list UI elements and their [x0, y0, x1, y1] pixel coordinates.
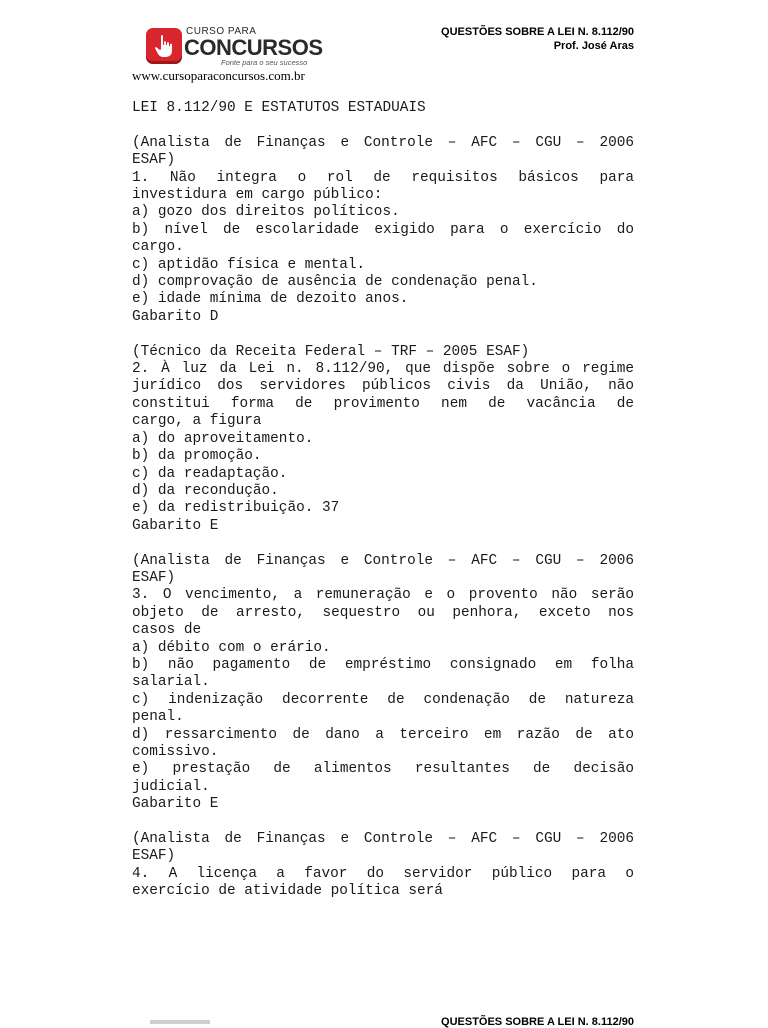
question-stem: 1. Não integra o rol de requisitos básicos para [132, 169, 634, 186]
answer-option: d) ressarcimento de dano a terceiro em razão de ato [132, 726, 634, 743]
question-stem: investidura em cargo público: [132, 187, 383, 204]
answer-option: e) da redistribuição. 37 [132, 500, 340, 517]
question-source: ESAF) [132, 848, 176, 865]
question-source: (Analista de Finanças e Controle – AFC – CGU – 2006 [132, 134, 634, 151]
brand-logo [146, 26, 323, 68]
question-stem: objeto de arresto, sequestro ou penhora, exceto nos [132, 604, 634, 621]
question-source: (Técnico da Receita Federal – TRF – 2005 ESAF) [132, 343, 530, 360]
answer-option: judicial. [132, 778, 210, 795]
answer-option: b) nível de escolaridade exigido para o exercício do [132, 221, 634, 238]
answer-option: d) comprovação de ausência de condenação penal. [132, 274, 538, 291]
question-stem: cargo, a figura [132, 413, 262, 430]
document-body [132, 100, 634, 901]
answer-key: Gabarito D [132, 308, 219, 325]
answer-key: Gabarito E [132, 517, 219, 534]
blank-line [132, 535, 634, 552]
question-stem: 2. À luz da Lei n. 8.112/90, que dispõe sobre o regime [132, 361, 634, 378]
answer-option: e) idade mínima de dezoito anos. [132, 291, 409, 308]
answer-option: comissivo. [132, 743, 219, 760]
footer-logo-cut [150, 1020, 210, 1024]
answer-option: d) da recondução. [132, 482, 279, 499]
logo-main-text: CONCURSOS [184, 35, 323, 60]
footer-title: QUESTÕES SOBRE A LEI N. 8.112/90 [441, 1016, 634, 1028]
question-stem: jurídico dos servidores públicos civis da União, não [132, 378, 634, 395]
question-stem: exercício de atividade política será [132, 883, 443, 900]
answer-option: a) gozo dos direitos políticos. [132, 204, 400, 221]
question-source: ESAF) [132, 152, 176, 169]
document-heading: LEI 8.112/90 E ESTATUTOS ESTADUAIS [132, 100, 426, 116]
answer-option: penal. [132, 709, 184, 726]
question-source: ESAF) [132, 569, 176, 586]
answer-option: c) da readaptação. [132, 465, 288, 482]
question-stem: 3. O vencimento, a remuneração e o provento não serão [132, 587, 634, 604]
blank-line [132, 117, 634, 134]
logo-tagline: Fonte para o seu sucesso [221, 58, 308, 67]
answer-option: b) da promoção. [132, 448, 262, 465]
blank-line [132, 326, 634, 343]
question-stem: casos de [132, 622, 202, 639]
answer-option: a) débito com o erário. [132, 639, 331, 656]
answer-option: a) do aproveitamento. [132, 430, 314, 447]
answer-option: c) aptidão física e mental. [132, 256, 366, 273]
answer-option: salarial. [132, 674, 210, 691]
answer-option: e) prestação de alimentos resultantes de decisão [132, 761, 634, 778]
hand-pointer-icon [153, 34, 175, 58]
question-source: (Analista de Finanças e Controle – AFC – CGU – 2006 [132, 552, 634, 569]
header-title: QUESTÕES SOBRE A LEI N. 8.112/90 [441, 26, 634, 38]
answer-option: c) indenização decorrente de condenação de natureza [132, 691, 634, 708]
question-stem: constitui forma de provimento nem de vacância de [132, 395, 634, 412]
logo-badge [146, 28, 182, 64]
logo-top-text: CURSO PARA [186, 26, 257, 37]
header-author: Prof. José Aras [553, 40, 634, 52]
blank-line [132, 814, 634, 831]
question-stem: 4. A licença a favor do servidor público para o [132, 865, 634, 882]
answer-key: Gabarito E [132, 796, 219, 813]
answer-option: cargo. [132, 239, 184, 256]
question-source: (Analista de Finanças e Controle – AFC – CGU – 2006 [132, 831, 634, 847]
site-url: www.cursoparaconcursos.com.br [132, 68, 305, 83]
answer-option: b) não pagamento de empréstimo consignado em folha [132, 656, 634, 673]
